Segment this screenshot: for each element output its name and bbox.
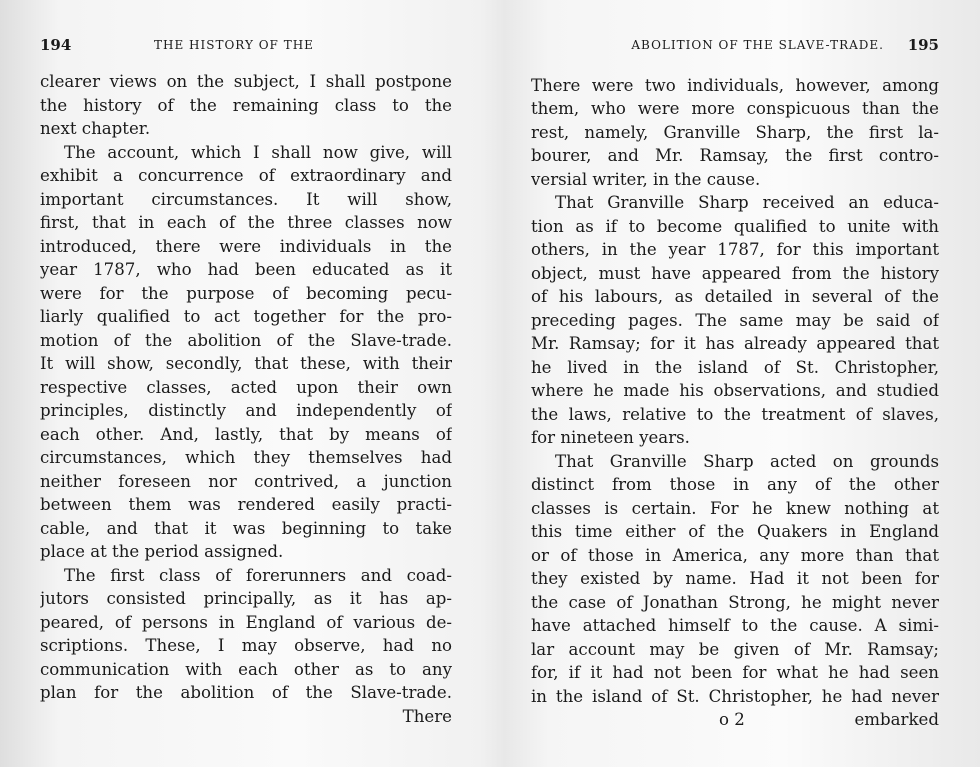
text-line: versial writer, in the cause. <box>531 170 761 189</box>
text-line: plan for the abolition of the Slave-trade. <box>40 683 452 702</box>
text-line: they existed by name. Had it not been for <box>531 569 939 588</box>
left-page-number: 194 <box>40 36 72 54</box>
text-line: That Granville Sharp received an educa- <box>555 193 939 212</box>
text-line: jutors consisted principally, as it has ap- <box>40 589 452 608</box>
right-page <box>531 0 939 767</box>
text-line: cable, and that it was beginning to take <box>40 519 452 538</box>
text-line: It will show, secondly, that these, with their <box>40 354 452 373</box>
text-line: have attached himself to the cause. A simi- <box>531 616 939 635</box>
signature-mark: o 2 <box>719 710 745 729</box>
text-line: scriptions. These, I may observe, had no <box>40 636 452 655</box>
text-line: where he made his observations, and studied <box>531 381 939 400</box>
right-page-header <box>531 38 939 58</box>
text-line: circumstances, which they themselves had <box>40 448 452 467</box>
text-line: preceding pages. The same may be said of <box>531 311 939 330</box>
right-running-head: ABOLITION OF THE SLAVE-TRADE. <box>631 38 884 52</box>
text-line: or of those in America, any more than that <box>531 546 939 565</box>
text-line: classes is certain. For he knew nothing at <box>531 499 939 518</box>
text-line: bourer, and Mr. Ramsay, the first contro- <box>531 146 939 165</box>
text-line: the case of Jonathan Strong, he might never <box>531 593 939 612</box>
catchword: embarked <box>854 710 939 729</box>
text-line: lar account may be given of Mr. Ramsay; <box>531 640 939 659</box>
text-line: motion of the abolition of the Slave-trade. <box>40 331 452 350</box>
catchword: There <box>402 707 452 726</box>
text-line: rest, namely, Granville Sharp, the first la- <box>531 123 939 142</box>
text-line: of his labours, as detailed in several of the <box>531 287 939 306</box>
text-line: them, who were more conspicuous than the <box>531 99 939 118</box>
text-line: exhibit a concurrence of extraordinary and <box>40 166 452 185</box>
text-line: The first class of forerunners and coad- <box>64 566 452 585</box>
text-line: Mr. Ramsay; for it has already appeared that <box>531 334 939 353</box>
text-line: for nineteen years. <box>531 428 690 447</box>
text-line: year 1787, who had been educated as it <box>40 260 452 279</box>
text-line: object, must have appeared from the history <box>531 264 939 283</box>
text-line: introduced, there were individuals in the <box>40 237 452 256</box>
text-line: liarly qualified to act together for the pro- <box>40 307 452 326</box>
page-footer <box>531 708 939 732</box>
text-line: the history of the remaining class to the <box>40 96 452 115</box>
text-line: next chapter. <box>40 119 151 138</box>
text-line: each other. And, lastly, that by means of <box>40 425 452 444</box>
text-line: principles, distinctly and independently of <box>40 401 452 420</box>
text-line: distinct from those in any of the other <box>531 475 939 494</box>
text-line: for, if it had not been for what he had seen <box>531 663 939 682</box>
text-line: The account, which I shall now give, will <box>64 143 452 162</box>
text-line: tion as if to become qualified to unite with <box>531 217 939 236</box>
text-line: first, that in each of the three classes now <box>40 213 452 232</box>
left-page-header <box>40 38 452 58</box>
text-line: in the island of St. Christopher, he had never <box>531 687 939 706</box>
text-line: peared, of persons in England of various de- <box>40 613 452 632</box>
text-line: this time either of the Quakers in England <box>531 522 939 541</box>
text-line: There were two individuals, however, among <box>531 76 939 95</box>
text-line: important circumstances. It will show, <box>40 190 452 209</box>
text-line: communication with each other as to any <box>40 660 452 679</box>
text-line: neither foreseen nor contrived, a junction <box>40 472 452 491</box>
text-line: between them was rendered easily practi- <box>40 495 452 514</box>
text-line: he lived in the island of St. Christopher, <box>531 358 939 377</box>
text-line: clearer views on the subject, I shall postpone <box>40 72 452 91</box>
left-page <box>40 0 452 767</box>
text-line: were for the purpose of becoming pecu- <box>40 284 452 303</box>
text-line: respective classes, acted upon their own <box>40 378 452 397</box>
text-line: That Granville Sharp acted on grounds <box>555 452 939 471</box>
left-running-head: THE HISTORY OF THE <box>154 38 314 52</box>
text-line: others, in the year 1787, for this important <box>531 240 939 259</box>
right-page-number: 195 <box>907 36 939 54</box>
text-line: place at the period assigned. <box>40 542 284 561</box>
text-line: the laws, relative to the treatment of slaves, <box>531 405 939 424</box>
